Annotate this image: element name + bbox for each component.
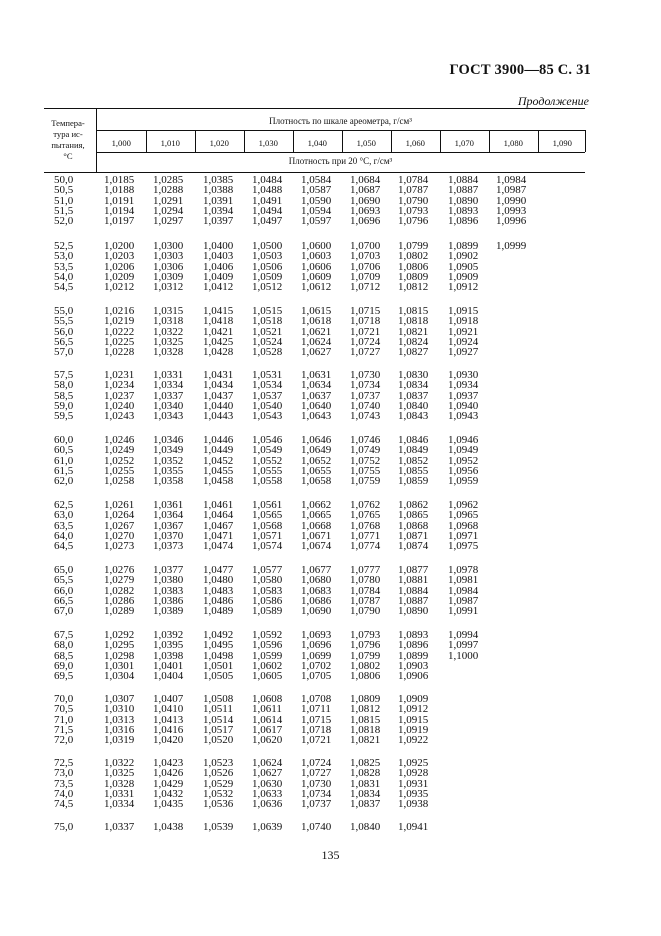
density-values: 1,0346 1,0349 1,0352 1,0355 1,0358 xyxy=(153,434,184,488)
column-header: 1,060 xyxy=(405,138,425,148)
density-values: 1,0438 xyxy=(153,821,184,833)
temperature-group: 75,0 xyxy=(54,821,74,833)
density-values: 1,0815 1,0818 1,0821 1,0824 1,0827 xyxy=(398,305,429,359)
density-values: 1,0246 1,0249 1,0252 1,0255 1,0258 xyxy=(104,434,135,488)
density-values: 1,0684 1,0687 1,0690 1,0693 1,0696 xyxy=(350,174,381,228)
density-values: 1,0231 1,0234 1,0237 1,0240 1,0243 xyxy=(104,369,135,423)
density-values: 1,0762 1,0765 1,0768 1,0771 1,0774 xyxy=(350,499,381,553)
column-header: 1,030 xyxy=(258,138,278,148)
column-header: 1,040 xyxy=(307,138,327,148)
density-values: 1,0784 1,0787 1,0790 1,0793 1,0796 xyxy=(398,174,429,228)
density-values: 1,0523 1,0526 1,0529 1,0532 1,0536 xyxy=(203,757,234,811)
density-values: 1,0400 1,0403 1,0406 1,0409 1,0412 xyxy=(203,240,234,294)
density-values: 1,0615 1,0618 1,0621 1,0624 1,0627 xyxy=(301,305,332,359)
density-values: 1,0377 1,0380 1,0383 1,0386 1,0389 xyxy=(153,564,184,618)
density-values: 1,0915 1,0918 1,0921 1,0924 1,0927 xyxy=(448,305,479,359)
density-values: 1,0307 1,0310 1,0313 1,0316 1,0319 xyxy=(104,693,135,747)
density-values: 1,0639 xyxy=(252,821,283,833)
temperature-group: 62,5 63,0 63,5 64,0 64,5 xyxy=(54,499,74,553)
density-values: 1,0978 1,0981 1,0984 1,0987 1,0991 xyxy=(448,564,479,618)
density-values: 1,0300 1,0303 1,0306 1,0309 1,0312 xyxy=(153,240,184,294)
density-values: 1,0216 1,0219 1,0222 1,0225 1,0228 xyxy=(104,305,135,359)
density-values: 1,0877 1,0881 1,0884 1,0887 1,0890 xyxy=(398,564,429,618)
density-values: 1,0392 1,0395 1,0398 1,0401 1,0404 xyxy=(153,629,184,683)
density-values: 1,0461 1,0464 1,0467 1,0471 1,0474 xyxy=(203,499,234,553)
density-values: 1,0984 1,0987 1,0990 1,0993 1,0996 xyxy=(496,174,527,228)
density-values: 1,0893 1,0896 1,0899 1,0903 1,0906 xyxy=(398,629,429,683)
density-values: 1,0840 xyxy=(350,821,381,833)
hydrometer-density-title: Плотность по шкале ареометра, г/см³ xyxy=(269,116,412,126)
density-values: 1,0500 1,0503 1,0506 1,0509 1,0512 xyxy=(252,240,283,294)
density-values: 1,0431 1,0434 1,0437 1,0440 1,0443 xyxy=(203,369,234,423)
density-values: 1,0946 1,0949 1,0952 1,0956 1,0959 xyxy=(448,434,479,488)
density-values: 1,0577 1,0580 1,0583 1,0586 1,0589 xyxy=(252,564,283,618)
density-values: 1,0715 1,0718 1,0721 1,0724 1,0727 xyxy=(350,305,381,359)
density-values: 1,0337 xyxy=(104,821,135,833)
density-values: 1,0746 1,0749 1,0752 1,0755 1,0759 xyxy=(350,434,381,488)
density-values: 1,0909 1,0912 1,0915 1,0919 1,0922 xyxy=(398,693,429,747)
density-values: 1,0484 1,0488 1,0491 1,0494 1,0497 xyxy=(252,174,283,228)
density-values: 1,0492 1,0495 1,0498 1,0501 1,0505 xyxy=(203,629,234,683)
temperature-column-header: Темпера- тура ис- пытания, °C xyxy=(51,118,85,161)
density-values: 1,0646 1,0649 1,0652 1,0655 1,0658 xyxy=(301,434,332,488)
temperature-group: 70,0 70,5 71,0 71,5 72,0 xyxy=(54,693,74,747)
density-values: 1,0862 1,0865 1,0868 1,0871 1,0874 xyxy=(398,499,429,553)
column-header: 1,050 xyxy=(356,138,376,148)
density-values: 1,0285 1,0288 1,0291 1,0294 1,0297 xyxy=(153,174,184,228)
density-values: 1,0508 1,0511 1,0514 1,0517 1,0520 xyxy=(203,693,234,747)
density-values: 1,0624 1,0627 1,0630 1,0633 1,0636 xyxy=(252,757,283,811)
density-values: 1,0385 1,0388 1,0391 1,0394 1,0397 xyxy=(203,174,234,228)
column-header: 1,020 xyxy=(209,138,229,148)
density-values: 1,0730 1,0734 1,0737 1,0740 1,0743 xyxy=(350,369,381,423)
density-values: 1,0809 1,0812 1,0815 1,0818 1,0821 xyxy=(350,693,381,747)
density-values: 1,0708 1,0711 1,0715 1,0718 1,0721 xyxy=(301,693,332,747)
density-values: 1,0962 1,0965 1,0968 1,0971 1,0975 xyxy=(448,499,479,553)
density-values: 1,0899 1,0902 1,0905 1,0909 1,0912 xyxy=(448,240,479,294)
continuation-label: Продолжение xyxy=(517,94,589,108)
temperature-group: 72,5 73,0 73,5 74,0 74,5 xyxy=(54,757,74,811)
density-values: 1,0793 1,0796 1,0799 1,0802 1,0806 xyxy=(350,629,381,683)
table-top-rule xyxy=(44,108,585,109)
density-values: 1,0561 1,0565 1,0568 1,0571 1,0574 xyxy=(252,499,283,553)
density-values: 1,0446 1,0449 1,0452 1,0455 1,0458 xyxy=(203,434,234,488)
density-values: 1,0925 1,0928 1,0931 1,0935 1,0938 xyxy=(398,757,429,811)
density-values: 1,0693 1,0696 1,0699 1,0702 1,0705 xyxy=(301,629,332,683)
temperature-group: 57,5 58,0 58,5 59,0 59,5 xyxy=(54,369,74,423)
density-at-20-title: Плотность при 20 °C, г/см³ xyxy=(288,156,393,166)
density-values: 1,0315 1,0318 1,0322 1,0325 1,0328 xyxy=(153,305,184,359)
density-values: 1,0700 1,0703 1,0706 1,0709 1,0712 xyxy=(350,240,381,294)
column-header: 1,090 xyxy=(552,138,572,148)
density-values: 1,0361 1,0364 1,0367 1,0370 1,0373 xyxy=(153,499,184,553)
temperature-group: 60,0 60,5 61,0 61,5 62,0 xyxy=(54,434,74,488)
density-values: 1,0600 1,0603 1,0606 1,0609 1,0612 xyxy=(301,240,332,294)
column-header: 1,000 xyxy=(111,138,131,148)
column-header-bottom-rule xyxy=(97,152,585,153)
density-values: 1,0477 1,0480 1,0483 1,0486 1,0489 xyxy=(203,564,234,618)
density-values: 1,0292 1,0295 1,0298 1,0301 1,0304 xyxy=(104,629,135,683)
density-values: 1,0631 1,0634 1,0637 1,0640 1,0643 xyxy=(301,369,332,423)
column-header: 1,080 xyxy=(503,138,523,148)
temperature-group: 67,5 68,0 68,5 69,0 69,5 xyxy=(54,629,74,683)
density-values: 1,0994 1,0997 1,1000 xyxy=(448,629,479,662)
density-values: 1,0608 1,0611 1,0614 1,0617 1,0620 xyxy=(252,693,283,747)
density-values: 1,0200 1,0203 1,0206 1,0209 1,0212 xyxy=(104,240,135,294)
density-values: 1,0185 1,0188 1,0191 1,0194 1,0197 xyxy=(104,174,135,228)
density-values: 1,0677 1,0680 1,0683 1,0686 1,0690 xyxy=(301,564,332,618)
density-values: 1,0740 xyxy=(301,821,332,833)
density-values: 1,0423 1,0426 1,0429 1,0432 1,0435 xyxy=(153,757,184,811)
density-values: 1,0515 1,0518 1,0521 1,0524 1,0528 xyxy=(252,305,283,359)
density-values: 1,0825 1,0828 1,0831 1,0834 1,0837 xyxy=(350,757,381,811)
density-values: 1,0930 1,0934 1,0937 1,0940 1,0943 xyxy=(448,369,479,423)
density-values: 1,0941 xyxy=(398,821,429,833)
density-values: 1,0276 1,0279 1,0282 1,0286 1,0289 xyxy=(104,564,135,618)
density-values: 1,0407 1,0410 1,0413 1,0416 1,0420 xyxy=(153,693,184,747)
density-values: 1,0662 1,0665 1,0668 1,0671 1,0674 xyxy=(301,499,332,553)
density-values: 1,0331 1,0334 1,0337 1,0340 1,0343 xyxy=(153,369,184,423)
density-values: 1,0830 1,0834 1,0837 1,0840 1,0843 xyxy=(398,369,429,423)
density-values: 1,0584 1,0587 1,0590 1,0594 1,0597 xyxy=(301,174,332,228)
temperature-group: 52,5 53,0 53,5 54,0 54,5 xyxy=(54,240,74,294)
density-values: 1,0999 xyxy=(496,240,527,252)
density-values: 1,0724 1,0727 1,0730 1,0734 1,0737 xyxy=(301,757,332,811)
density-values: 1,0799 1,0802 1,0806 1,0809 1,0812 xyxy=(398,240,429,294)
density-values: 1,0415 1,0418 1,0421 1,0425 1,0428 xyxy=(203,305,234,359)
temperature-group: 65,0 65,5 66,0 66,5 67,0 xyxy=(54,564,74,618)
column-header: 1,010 xyxy=(160,138,180,148)
density-values: 1,0546 1,0549 1,0552 1,0555 1,0558 xyxy=(252,434,283,488)
document-header: ГОСТ 3900—85 С. 31 xyxy=(449,62,591,78)
temperature-group: 50,0 50,5 51,0 51,5 52,0 xyxy=(54,174,74,228)
page-number: 135 xyxy=(321,848,340,862)
density-values: 1,0322 1,0325 1,0328 1,0331 1,0334 xyxy=(104,757,135,811)
density-values: 1,0846 1,0849 1,0852 1,0855 1,0859 xyxy=(398,434,429,488)
density-values: 1,0261 1,0264 1,0267 1,0270 1,0273 xyxy=(104,499,135,553)
temperature-group: 55,0 55,5 56,0 56,5 57,0 xyxy=(54,305,74,359)
density-values: 1,0531 1,0534 1,0537 1,0540 1,0543 xyxy=(252,369,283,423)
column-header-top-rule xyxy=(97,130,585,131)
column-header: 1,070 xyxy=(454,138,474,148)
table-header-bottom-rule xyxy=(44,172,585,173)
density-values: 1,0539 xyxy=(203,821,234,833)
density-values: 1,0884 1,0887 1,0890 1,0893 1,0896 xyxy=(448,174,479,228)
density-values: 1,0592 1,0596 1,0599 1,0602 1,0605 xyxy=(252,629,283,683)
density-values: 1,0777 1,0780 1,0784 1,0787 1,0790 xyxy=(350,564,381,618)
